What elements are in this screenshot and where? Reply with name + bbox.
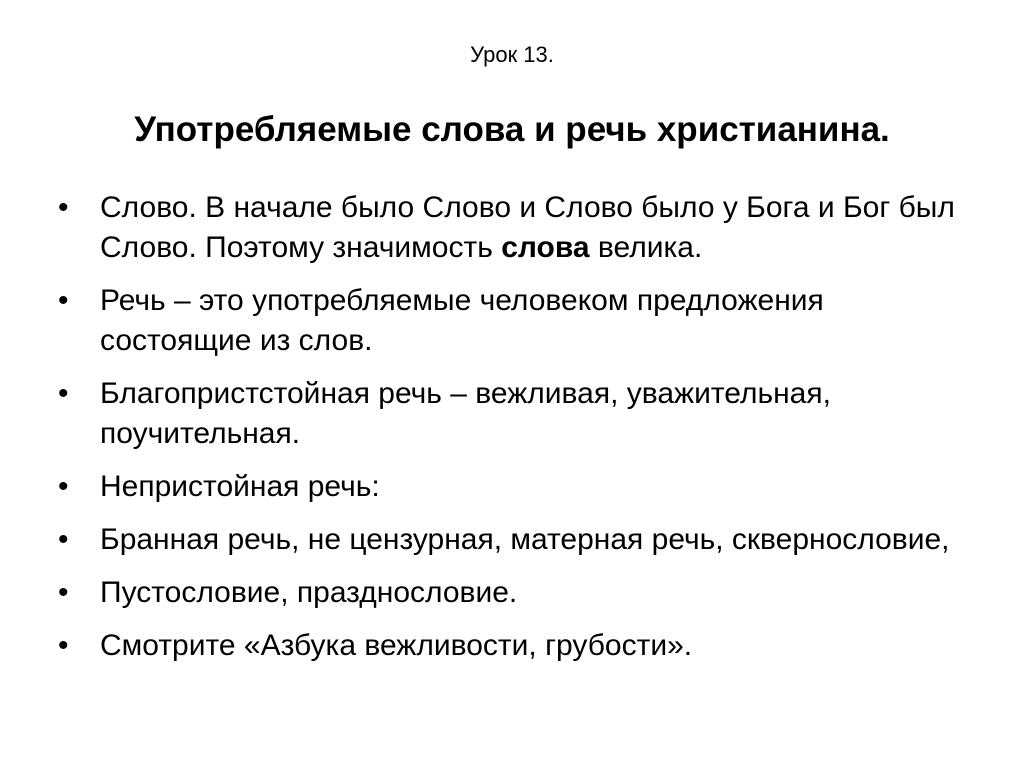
bullet-icon: • (58, 470, 69, 503)
bullet-item-1 (58, 188, 958, 268)
bullet-list (58, 188, 958, 679)
bullet-item-7 (58, 626, 958, 666)
bullet-icon: • (58, 576, 69, 609)
bullet-text-1: Слово. В начале было Слово и Слово было у Бога и Бог был Слово. Поэтому значимость (100, 191, 955, 264)
bullet-icon: • (58, 284, 69, 317)
bullet-text-7: Смотрите «Азбука вежливости, грубости». (100, 629, 693, 662)
lesson-number: Урок 13. (470, 42, 554, 67)
bullet-icon: • (58, 191, 69, 224)
bullet-icon: • (58, 523, 69, 556)
bullet-item-6 (58, 573, 958, 613)
bullet-text-1-end: велика. (589, 231, 703, 264)
bullet-text-1-bold: слова (501, 231, 590, 264)
bullet-item-5 (58, 520, 958, 560)
slide-title: Употребляемые слова и речь христианина. (134, 110, 890, 149)
bullet-item-3 (58, 374, 958, 454)
bullet-item-4 (58, 467, 958, 507)
bullet-text-4: Непристойная речь: (100, 470, 380, 503)
bullet-text-5: Бранная речь, не цензурная, матерная речь, сквернословие, (100, 523, 950, 556)
bullet-text-6: Пустословие, празднословие. (100, 576, 518, 609)
bullet-icon: • (58, 377, 69, 410)
bullet-text-3: Благопристстойная речь – вежливая, уважительная, поучительная. (100, 377, 831, 450)
bullet-text-2: Речь – это употребляемые человеком предложения состоящие из слов. (100, 284, 824, 357)
bullet-item-2 (58, 281, 958, 361)
bullet-icon: • (58, 629, 69, 662)
